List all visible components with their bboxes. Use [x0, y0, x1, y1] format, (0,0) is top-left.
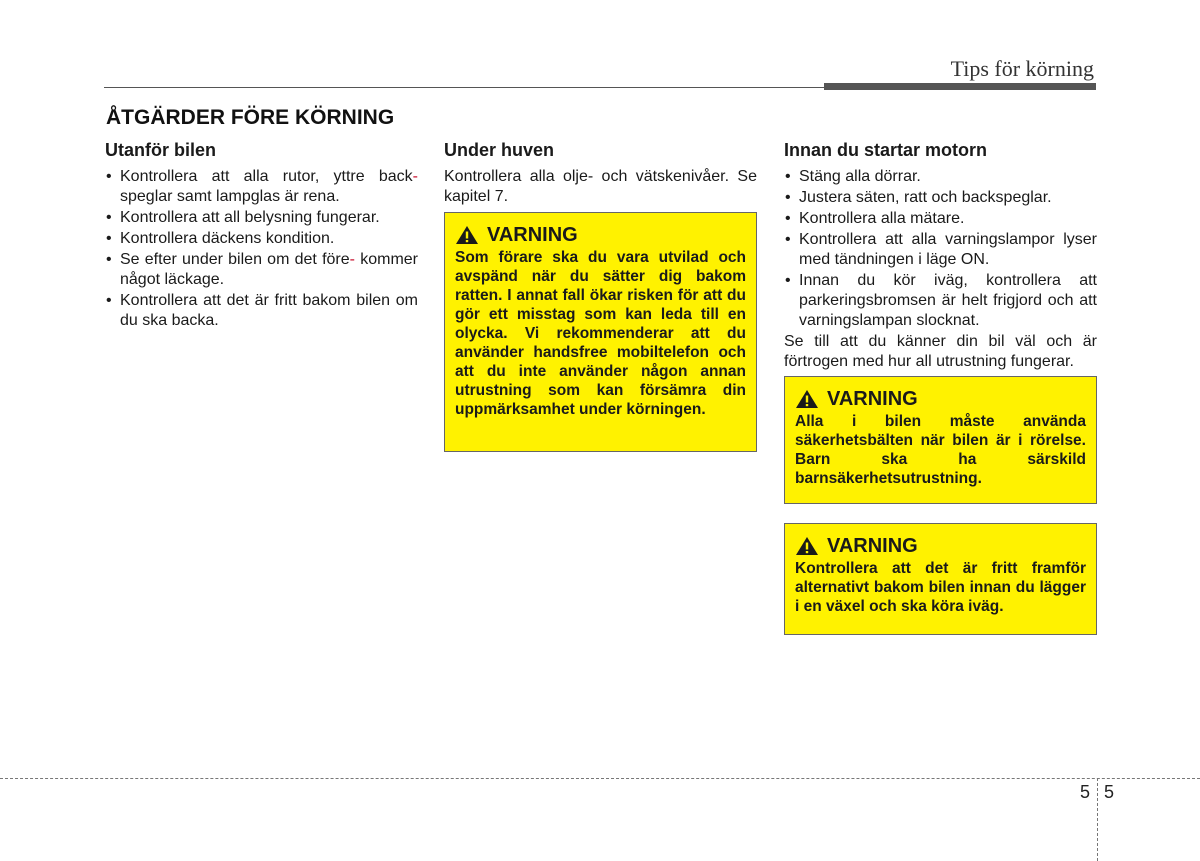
list-item: • Kontrollera att all belysning fungerar. [105, 208, 418, 228]
list-item: • Innan du kör iväg, kontrollera att parkeringsbromsen är helt frigjord och att varningslampan slocknat. [784, 271, 1097, 331]
warning-title: VARNING [827, 535, 918, 557]
chapter-number: 5 [1080, 782, 1091, 802]
warning-text: Kontrollera att det är fritt framför alternativt bakom bilen innan du lägger i en växel och ska köra iväg. [795, 560, 1086, 615]
warning-triangle-icon [795, 536, 819, 556]
list-item: • Se efter under bilen om det före- kommer något läckage. [105, 250, 418, 290]
warning-title: VARNING [487, 224, 578, 246]
list-item: • Justera säten, ratt och backspeglar. [784, 188, 1097, 208]
header-rule-accent [824, 83, 1096, 90]
column-under-hood [444, 139, 757, 207]
warning-header [455, 223, 746, 247]
warning-header [795, 387, 1086, 411]
list-item: • Kontrollera att alla rutor, yttre back- speglar samt lampglas är rena. [105, 167, 418, 207]
list-item: • Kontrollera att det är fritt bakom bilen om du ska backa. [105, 291, 418, 331]
column-heading: Under huven [444, 140, 555, 160]
list-item: • Kontrollera att alla varningslampor lyser med tändningen i läge ON. [784, 230, 1097, 270]
warning-box [784, 523, 1097, 635]
column-heading: Utanför bilen [105, 140, 216, 160]
list-item: • Kontrollera alla mätare. [784, 209, 1097, 229]
section-title: ÅTGÄRDER FÖRE KÖRNING [106, 106, 395, 129]
column-heading: Innan du startar motorn [784, 140, 988, 160]
column-outside-car [105, 139, 418, 332]
paragraph: Kontrollera alla olje- och vätskenivåer. Se kapitel 7. [444, 168, 757, 205]
column-before-start [784, 139, 1097, 372]
list-item: • Kontrollera däckens kondition. [105, 229, 418, 249]
footer-divider [0, 778, 1200, 779]
warning-triangle-icon [795, 389, 819, 409]
bullet-list [105, 167, 418, 331]
warning-header [795, 534, 1086, 558]
warning-title: VARNING [827, 388, 918, 410]
page-number: 5 [1104, 782, 1115, 802]
paragraph: Se till att du känner din bil väl och är förtrogen med hur all utrustning fungerar. [784, 333, 1097, 370]
warning-box [444, 212, 757, 452]
warning-text: Alla i bilen måste använda säkerhetsbälten när bilen är i rörelse. Barn ska ha särskild barnsäkerhetsutrustning. [795, 413, 1086, 487]
warning-box [784, 376, 1097, 504]
warning-text: Som förare ska du vara utvilad och avspänd när du sätter dig bakom ratten. I annat fall ökar risken för att du gör ett misstag som kan leda till en olycka. Vi rekommenderar att du använder handsfree mobiltelefon och att du inte använder någon annan utrustning som kan försämra din uppmärksamhet under körningen. [455, 249, 746, 418]
bullet-list [784, 167, 1097, 331]
list-item: • Stäng alla dörrar. [784, 167, 1097, 187]
warning-triangle-icon [455, 225, 479, 245]
footer-divider-vertical [1097, 778, 1098, 861]
page-header-title: Tips för körning [950, 56, 1094, 81]
header-rule [104, 87, 824, 88]
